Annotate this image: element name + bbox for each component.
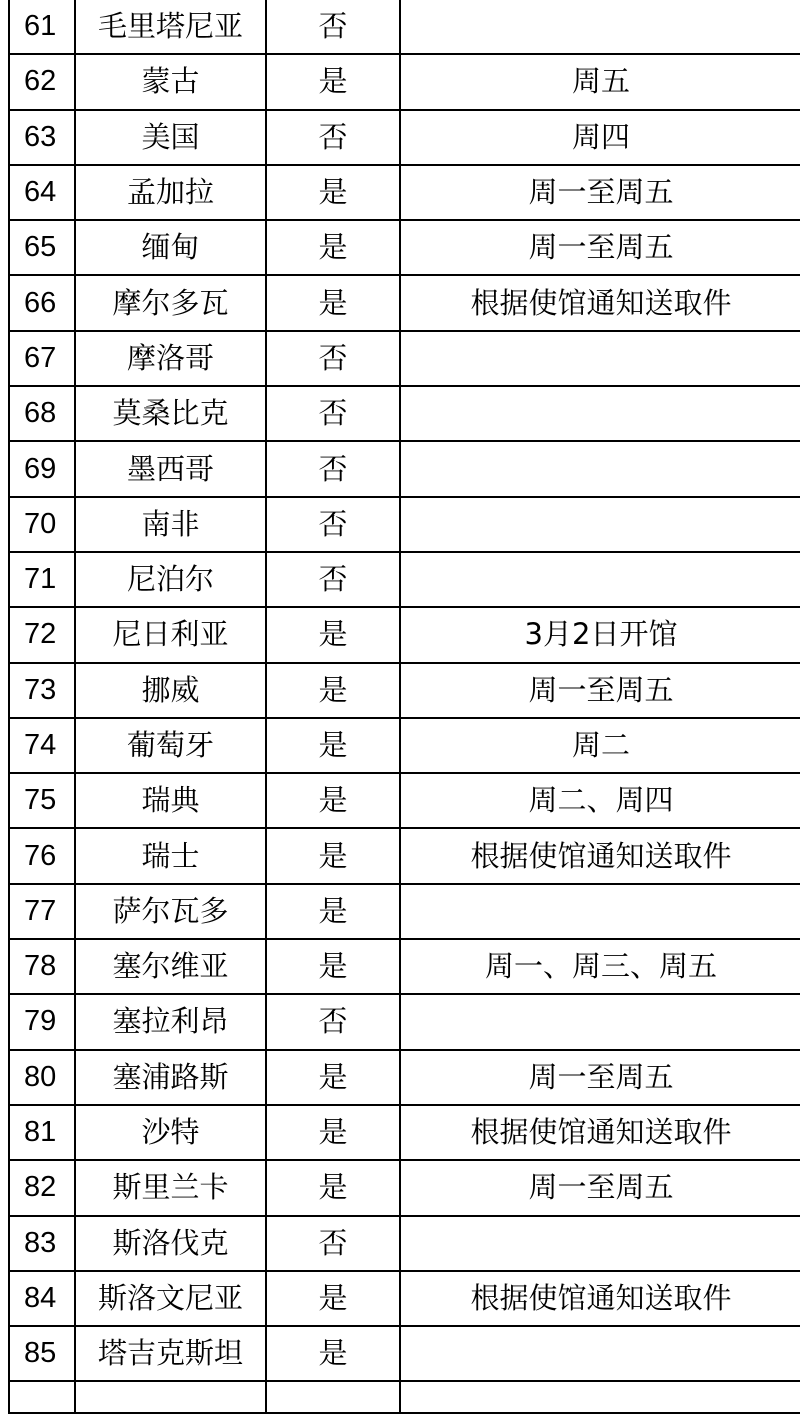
- schedule-note-cell: [400, 1326, 800, 1381]
- row-number-cell: 83: [9, 1216, 75, 1271]
- schedule-note-cell: [400, 1050, 800, 1105]
- country-cell: 尼日利亚: [75, 607, 266, 662]
- table-row: [9, 1050, 800, 1105]
- country-cell: 莫桑比克: [75, 386, 266, 441]
- accept-status-cell: 否: [266, 0, 400, 54]
- country-cell: 挪威: [75, 663, 266, 718]
- accept-status-cell: 是: [266, 663, 400, 718]
- table-row: [9, 54, 800, 109]
- row-number-cell: 62: [9, 54, 75, 109]
- schedule-note-cell: [400, 275, 800, 330]
- table-row: [9, 773, 800, 828]
- accept-status-cell: 是: [266, 54, 400, 109]
- schedule-note-text: 周一至周五: [528, 1059, 674, 1094]
- row-number-cell: 76: [9, 828, 75, 883]
- empty-cell: [9, 1381, 75, 1413]
- country-cell: 缅甸: [75, 220, 266, 275]
- schedule-note-cell: [400, 552, 800, 607]
- schedule-note-text: 根据使馆通知送取件: [470, 1115, 732, 1150]
- country-cell: 塔吉克斯坦: [75, 1326, 266, 1381]
- accept-status-cell: 是: [266, 884, 400, 939]
- empty-cell: [75, 1381, 266, 1413]
- row-number-cell: 72: [9, 607, 75, 662]
- table-row: [9, 939, 800, 994]
- table-row: [9, 441, 800, 496]
- table-row: [9, 884, 800, 939]
- country-cell: 摩尔多瓦: [75, 275, 266, 330]
- schedule-note-cell: [400, 441, 800, 496]
- schedule-note-cell: [400, 386, 800, 441]
- accept-status-cell: 否: [266, 441, 400, 496]
- table-row: [9, 165, 800, 220]
- schedule-note-cell: [400, 663, 800, 718]
- row-number-cell: 66: [9, 275, 75, 330]
- table-row: [9, 386, 800, 441]
- table-row-partial: [9, 1381, 800, 1413]
- accept-status-cell: 是: [266, 1105, 400, 1160]
- table-row: [9, 552, 800, 607]
- schedule-note-cell: [400, 1105, 800, 1160]
- accept-status-cell: 是: [266, 275, 400, 330]
- country-cell: 墨西哥: [75, 441, 266, 496]
- row-number-cell: 78: [9, 939, 75, 994]
- table-row: [9, 828, 800, 883]
- schedule-note-text: 周二、周四: [528, 783, 674, 818]
- table-row: [9, 1271, 800, 1326]
- table-row: [9, 1105, 800, 1160]
- empty-cell: [266, 1381, 400, 1413]
- accept-status-cell: 是: [266, 1050, 400, 1105]
- table-row: [9, 1160, 800, 1215]
- country-cell: 摩洛哥: [75, 331, 266, 386]
- accept-status-cell: 是: [266, 1160, 400, 1215]
- country-cell: 葡萄牙: [75, 718, 266, 773]
- empty-cell: [400, 1381, 800, 1413]
- row-number-cell: 63: [9, 110, 75, 165]
- table-row: [9, 663, 800, 718]
- accept-status-cell: 是: [266, 220, 400, 275]
- accept-status-cell: 否: [266, 552, 400, 607]
- schedule-note-text: 周一至周五: [528, 672, 674, 707]
- row-number-cell: 70: [9, 497, 75, 552]
- schedule-note-text: 周二: [571, 728, 630, 762]
- country-cell: 毛里塔尼亚: [75, 0, 266, 54]
- country-cell: 孟加拉: [75, 165, 266, 220]
- row-number-cell: 71: [9, 552, 75, 607]
- table-row: [9, 497, 800, 552]
- table-row: [9, 275, 800, 330]
- accept-status-cell: 否: [266, 497, 400, 552]
- row-number-cell: 68: [9, 386, 75, 441]
- schedule-note-cell: [400, 110, 800, 165]
- accept-status-cell: 是: [266, 1271, 400, 1326]
- table-row: [9, 1326, 800, 1381]
- table-row: [9, 718, 800, 773]
- row-number-cell: 85: [9, 1326, 75, 1381]
- row-number-cell: 65: [9, 220, 75, 275]
- schedule-note-cell: [400, 773, 800, 828]
- accept-status-cell: 是: [266, 773, 400, 828]
- schedule-note-text: 根据使馆通知送取件: [470, 838, 732, 873]
- row-number-cell: 81: [9, 1105, 75, 1160]
- row-number-cell: 64: [9, 165, 75, 220]
- schedule-note-cell: [400, 939, 800, 994]
- schedule-note-text: 周一、周三、周五: [484, 949, 717, 984]
- schedule-note-text: 周四: [571, 119, 630, 154]
- schedule-note-text: 周一至周五: [528, 175, 674, 210]
- accept-status-cell: 否: [266, 110, 400, 165]
- table-row: [9, 220, 800, 275]
- table-body: [9, 0, 800, 1413]
- country-cell: 瑞士: [75, 828, 266, 883]
- accept-status-cell: 是: [266, 607, 400, 662]
- country-cell: 塞拉利昂: [75, 994, 266, 1049]
- schedule-note-cell: [400, 165, 800, 220]
- country-cell: 塞浦路斯: [75, 1050, 266, 1105]
- accept-status-cell: 否: [266, 994, 400, 1049]
- schedule-note-text: 周一至周五: [528, 1170, 674, 1205]
- accept-status-cell: 是: [266, 718, 400, 773]
- schedule-note-cell: [400, 994, 800, 1049]
- schedule-note-cell: [400, 220, 800, 275]
- embassy-table: [8, 0, 800, 1414]
- table-row: [9, 331, 800, 386]
- schedule-note-cell: [400, 1271, 800, 1326]
- country-cell: 萨尔瓦多: [75, 884, 266, 939]
- schedule-note-cell: [400, 828, 800, 883]
- accept-status-cell: 否: [266, 331, 400, 386]
- row-number-cell: 73: [9, 663, 75, 718]
- table-row: [9, 1216, 800, 1271]
- country-cell: 美国: [75, 110, 266, 165]
- row-number-cell: 77: [9, 884, 75, 939]
- accept-status-cell: 否: [266, 1216, 400, 1271]
- schedule-note-cell: [400, 54, 800, 109]
- schedule-note-text: 根据使馆通知送取件: [470, 1280, 732, 1315]
- accept-status-cell: 是: [266, 828, 400, 883]
- country-cell: 塞尔维亚: [75, 939, 266, 994]
- schedule-note-cell: [400, 0, 800, 54]
- table-row: [9, 994, 800, 1049]
- schedule-note-cell: [400, 497, 800, 552]
- row-number-cell: 84: [9, 1271, 75, 1326]
- accept-status-cell: 否: [266, 386, 400, 441]
- country-cell: 斯里兰卡: [75, 1160, 266, 1215]
- row-number-cell: 61: [9, 0, 75, 54]
- row-number-cell: 82: [9, 1160, 75, 1215]
- schedule-note-text: 周一至周五: [528, 230, 674, 265]
- accept-status-cell: 是: [266, 939, 400, 994]
- schedule-note-cell: [400, 1160, 800, 1215]
- country-cell: 斯洛文尼亚: [75, 1271, 266, 1326]
- schedule-note-cell: [400, 607, 800, 662]
- row-number-cell: 67: [9, 331, 75, 386]
- table-row: [9, 110, 800, 165]
- schedule-note-text: 周五: [571, 64, 630, 99]
- schedule-note-text: 3月2日开馆: [524, 617, 678, 652]
- accept-status-cell: 是: [266, 1326, 400, 1381]
- table-row: [9, 0, 800, 54]
- country-cell: 瑞典: [75, 773, 266, 828]
- row-number-cell: 79: [9, 994, 75, 1049]
- schedule-note-cell: [400, 331, 800, 386]
- schedule-note-cell: [400, 884, 800, 939]
- schedule-note-cell: [400, 718, 800, 773]
- schedule-note-text: 根据使馆通知送取件: [470, 285, 732, 320]
- country-cell: 斯洛伐克: [75, 1216, 266, 1271]
- country-cell: 蒙古: [75, 54, 266, 109]
- row-number-cell: 74: [9, 718, 75, 773]
- accept-status-cell: 是: [266, 165, 400, 220]
- schedule-note-cell: [400, 1216, 800, 1271]
- country-cell: 尼泊尔: [75, 552, 266, 607]
- country-cell: 沙特: [75, 1105, 266, 1160]
- country-cell: 南非: [75, 497, 266, 552]
- row-number-cell: 80: [9, 1050, 75, 1105]
- row-number-cell: 75: [9, 773, 75, 828]
- row-number-cell: 69: [9, 441, 75, 496]
- table-row: [9, 607, 800, 662]
